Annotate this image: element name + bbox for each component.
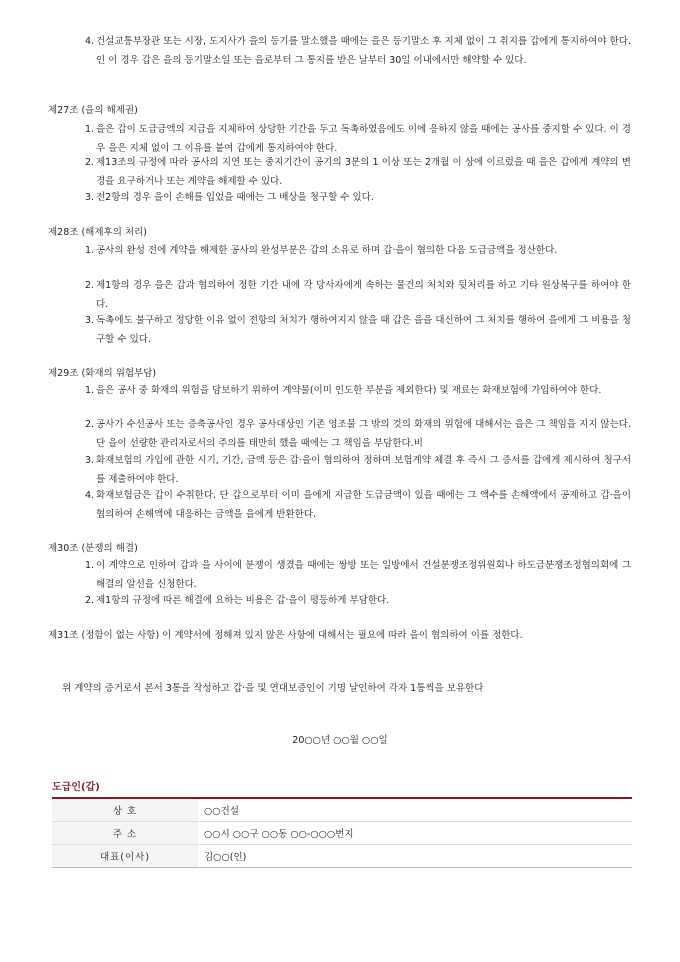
article-26-item-4: [85, 32, 631, 70]
item-text: 화재보험의 가입에 관한 시기, 기간, 금액 등은 갑·을이 협의하여 정하며 보험계약 체결 후 즉시 그 증서를 갑에게 제시하여 청구서를 제출하여야 한다.: [96, 455, 631, 485]
article-27-item-2: [85, 153, 631, 191]
item-text: 전2항의 경우 을이 손해를 입었을 때에는 그 배상을 청구할 수 있다.: [96, 192, 374, 203]
contractor-table: [52, 799, 632, 868]
item-text: 제1항의 규정에 따른 해결에 요하는 비용은 갑·을이 평등하게 부담한다.: [96, 595, 390, 606]
item-text: 화재보험금은 갑이 수취한다. 단 갑으로부터 이미 을에게 지급한 도급금액이 있을 때에는 그 액수를 손해액에서 공제하고 갑·을이 협의하여 손해액에 대응하는 금액을 을에게 반환한다.: [96, 490, 631, 520]
item-number: 1.: [85, 385, 95, 396]
article-29-item-1: [85, 381, 631, 400]
article-29-item-2: [85, 415, 631, 453]
closing-statement: 위 계약의 증거로서 본서 3통을 작성하고 갑·을 및 연대보증인이 기명 날인하여 각자 1통씩을 보유한다: [62, 683, 484, 694]
article-28-title: 제28조 (해제후의 처리): [48, 227, 147, 238]
article-30-title: 제30조 (분쟁의 해결): [48, 543, 138, 554]
item-number: 3.: [85, 315, 95, 326]
article-27-item-3: [85, 188, 631, 207]
item-number: 2.: [85, 595, 95, 606]
article-31: 제31조 (정함이 없는 사항) 이 계약서에 정해져 있지 않은 사항에 대해서는 필요에 따라 을이 협의하여 이를 정한다.: [48, 630, 523, 641]
item-text: 을은 갑이 도급금액의 지급을 지체하여 상당한 기간을 두고 독촉하였음에도 이에 응하지 않을 때에는 공사를 중지할 수 있다. 이 경우 을은 지체 없이 그 이유를 붙여 갑에게 통지하여야 한다.: [96, 124, 631, 154]
article-28-item-1: [85, 241, 631, 260]
item-number: 1.: [85, 560, 95, 571]
item-text: 을은 공사 중 화재의 위험을 담보하기 위하여 계약물(이미 인도한 부분을 제외한다) 및 재료는 화재보험에 가입하여야 한다.: [96, 385, 602, 396]
company-name-value: ○○건설: [198, 799, 632, 822]
article-30-item-1: [85, 556, 631, 594]
article-29-item-4: [85, 486, 631, 524]
address-value: ○○시 ○○구 ○○동 ○○-○○○번지: [198, 822, 632, 845]
article-28-item-2: [85, 276, 631, 314]
representative-value: 김○○(인): [198, 845, 632, 868]
article-30-item-2: [85, 591, 631, 610]
item-text: 공사가 수선공사 또는 증축공사인 경우 공사대상인 기존 영조물 그 밖의 것의 화재의 위험에 대해서는 을은 그 책임을 지지 않는다. 단 을이 선량한 관리자로서의 주의를 태만히 했을 때에는 그 책임을 부담한다.비: [96, 419, 631, 449]
contractor-title: 도급인(갑): [52, 782, 100, 793]
item-number: 3.: [85, 192, 95, 203]
item-number: 4.: [85, 36, 95, 47]
address-label: 주 소: [52, 822, 198, 845]
item-text: 제13조의 규정에 따라 공사의 지연 또는 중지기간이 공기의 3분의 1 이상 또는 2개월 이 상에 이르렀을 때 을은 갑에게 계약의 변경을 요구하거나 또는 계약을 해제할 수 있다.: [96, 157, 631, 187]
item-number: 2.: [85, 419, 95, 430]
representative-label: 대표(이사): [52, 845, 198, 868]
item-number: 1.: [85, 124, 95, 135]
item-number: 2.: [85, 280, 95, 291]
item-number: 1.: [85, 245, 95, 256]
table-row: [52, 845, 632, 868]
article-29-item-3: [85, 451, 631, 489]
table-row: [52, 822, 632, 845]
item-text: 독촉에도 불구하고 정당한 이유 없이 전항의 처치가 행하여지지 않을 때 갑은 을을 대신하여 그 처치를 행하여 을에게 그 비용을 청구할 수 있다.: [96, 315, 631, 345]
contract-date: 20○○년 ○○월 ○○일: [292, 735, 388, 746]
item-text: 제1항의 경우 을은 갑과 협의하여 정한 기간 내에 각 당사자에게 속하는 물건의 처치와 뒷처리를 하고 기타 원상복구를 하여야 한다.: [96, 280, 631, 310]
item-text: 공사의 완성 전에 계약을 해제한 공사의 완성부분은 갑의 소유로 하며 갑·을이 협의한 다음 도급금액을 정산한다.: [96, 245, 558, 256]
article-28-item-3: [85, 311, 631, 349]
company-name-label: 상 호: [52, 799, 198, 822]
article-29-title: 제29조 (화재의 위험부담): [48, 368, 157, 379]
item-text: 이 계약으로 인하여 갑과 을 사이에 분쟁이 생겼을 때에는 쌍방 또는 일방에서 건설분쟁조정위원회나 하도급분쟁조정협의회에 그 해결의 알선을 신청한다.: [96, 560, 631, 590]
table-row: [52, 799, 632, 822]
item-text: 건설교통부장관 또는 시장, 도지사가 을의 등기를 말소했을 때에는 을은 등기말소 후 지체 없이 그 취지를 갑에게 통지하여야 한다.인 이 경우 갑은 을의 등기말소일 또는 을로부터 그 통지를 받은 날부터 30일 이내에서만 해약할 수 있다.: [96, 36, 631, 66]
item-number: 4.: [85, 490, 95, 501]
article-27-title: 제27조 (을의 해제권): [48, 105, 138, 116]
item-number: 2.: [85, 157, 95, 168]
item-number: 3.: [85, 455, 95, 466]
